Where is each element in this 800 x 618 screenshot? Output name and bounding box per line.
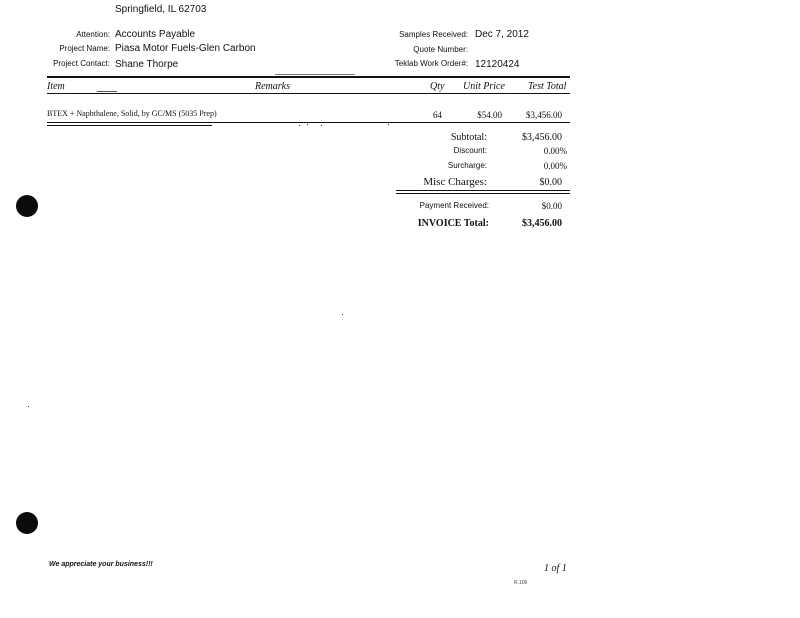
misc-label: Misc Charges: bbox=[423, 176, 487, 188]
attention-value: Accounts Payable bbox=[115, 29, 196, 40]
row-qty: 64 bbox=[433, 110, 442, 120]
header-smudge-line bbox=[275, 74, 355, 75]
punch-hole-bottom bbox=[16, 512, 38, 534]
header-underline-fragment bbox=[97, 91, 117, 92]
discount-value: 0.00% bbox=[543, 146, 567, 156]
subtotal-label: Subtotal: bbox=[450, 132, 487, 143]
speck bbox=[321, 125, 322, 126]
invoice-total-value: $3,456.00 bbox=[522, 218, 562, 229]
attention-label: Attention: bbox=[76, 30, 110, 39]
speck bbox=[388, 124, 389, 125]
col-item-header: Item bbox=[47, 81, 65, 92]
speck bbox=[28, 406, 29, 407]
project-contact-label: Project Contact: bbox=[53, 59, 110, 68]
project-contact-value: Shane Thorpe bbox=[115, 59, 179, 70]
table-top-rule bbox=[47, 76, 570, 78]
col-test-total-header: Test Total bbox=[528, 81, 567, 92]
page-number: 1 of 1 bbox=[544, 563, 567, 574]
speck bbox=[307, 124, 308, 125]
form-code: R.106 bbox=[514, 580, 528, 586]
row-unit-price: $54.00 bbox=[477, 110, 502, 120]
payment-received-value: $0.00 bbox=[541, 201, 562, 211]
surcharge-value: 0.00% bbox=[543, 161, 567, 171]
col-remarks-header: Remarks bbox=[255, 81, 290, 92]
speck bbox=[299, 125, 300, 126]
row-test-total: $3,456.00 bbox=[526, 110, 562, 120]
quote-number-label: Quote Number: bbox=[413, 45, 468, 54]
project-name-value: Piasa Motor Fuels-Glen Carbon bbox=[115, 43, 256, 54]
payment-received-label: Payment Received: bbox=[419, 201, 489, 210]
row-item: BTEX + Naphthalene, Solid, by GC/MS (5035 Prep) bbox=[47, 109, 217, 118]
row-rule-1 bbox=[47, 122, 570, 123]
address-city-line: Springfield, IL 62703 bbox=[115, 4, 207, 15]
surcharge-label: Surcharge: bbox=[447, 161, 487, 170]
table-header-rule bbox=[47, 93, 570, 94]
col-qty-header: Qty bbox=[430, 81, 445, 92]
totals-rule-1 bbox=[396, 190, 570, 191]
subtotal-value: $3,456.00 bbox=[522, 132, 562, 143]
work-order-value: 12120424 bbox=[475, 59, 520, 70]
punch-hole-top bbox=[16, 195, 38, 217]
project-name-label: Project Name: bbox=[59, 44, 110, 53]
samples-received-value: Dec 7, 2012 bbox=[475, 29, 529, 40]
totals-rule-2 bbox=[396, 193, 570, 194]
speck bbox=[342, 314, 343, 315]
row-rule-2 bbox=[47, 125, 212, 126]
work-order-label: Teklab Work Order#: bbox=[394, 59, 468, 68]
misc-value: $0.00 bbox=[539, 177, 562, 188]
samples-received-label: Samples Received: bbox=[399, 30, 468, 39]
footer-thanks: We appreciate your business!!! bbox=[49, 561, 153, 568]
invoice-total-label: INVOICE Total: bbox=[417, 218, 489, 229]
col-unit-price-header: Unit Price bbox=[463, 81, 505, 92]
discount-label: Discount: bbox=[453, 146, 487, 155]
